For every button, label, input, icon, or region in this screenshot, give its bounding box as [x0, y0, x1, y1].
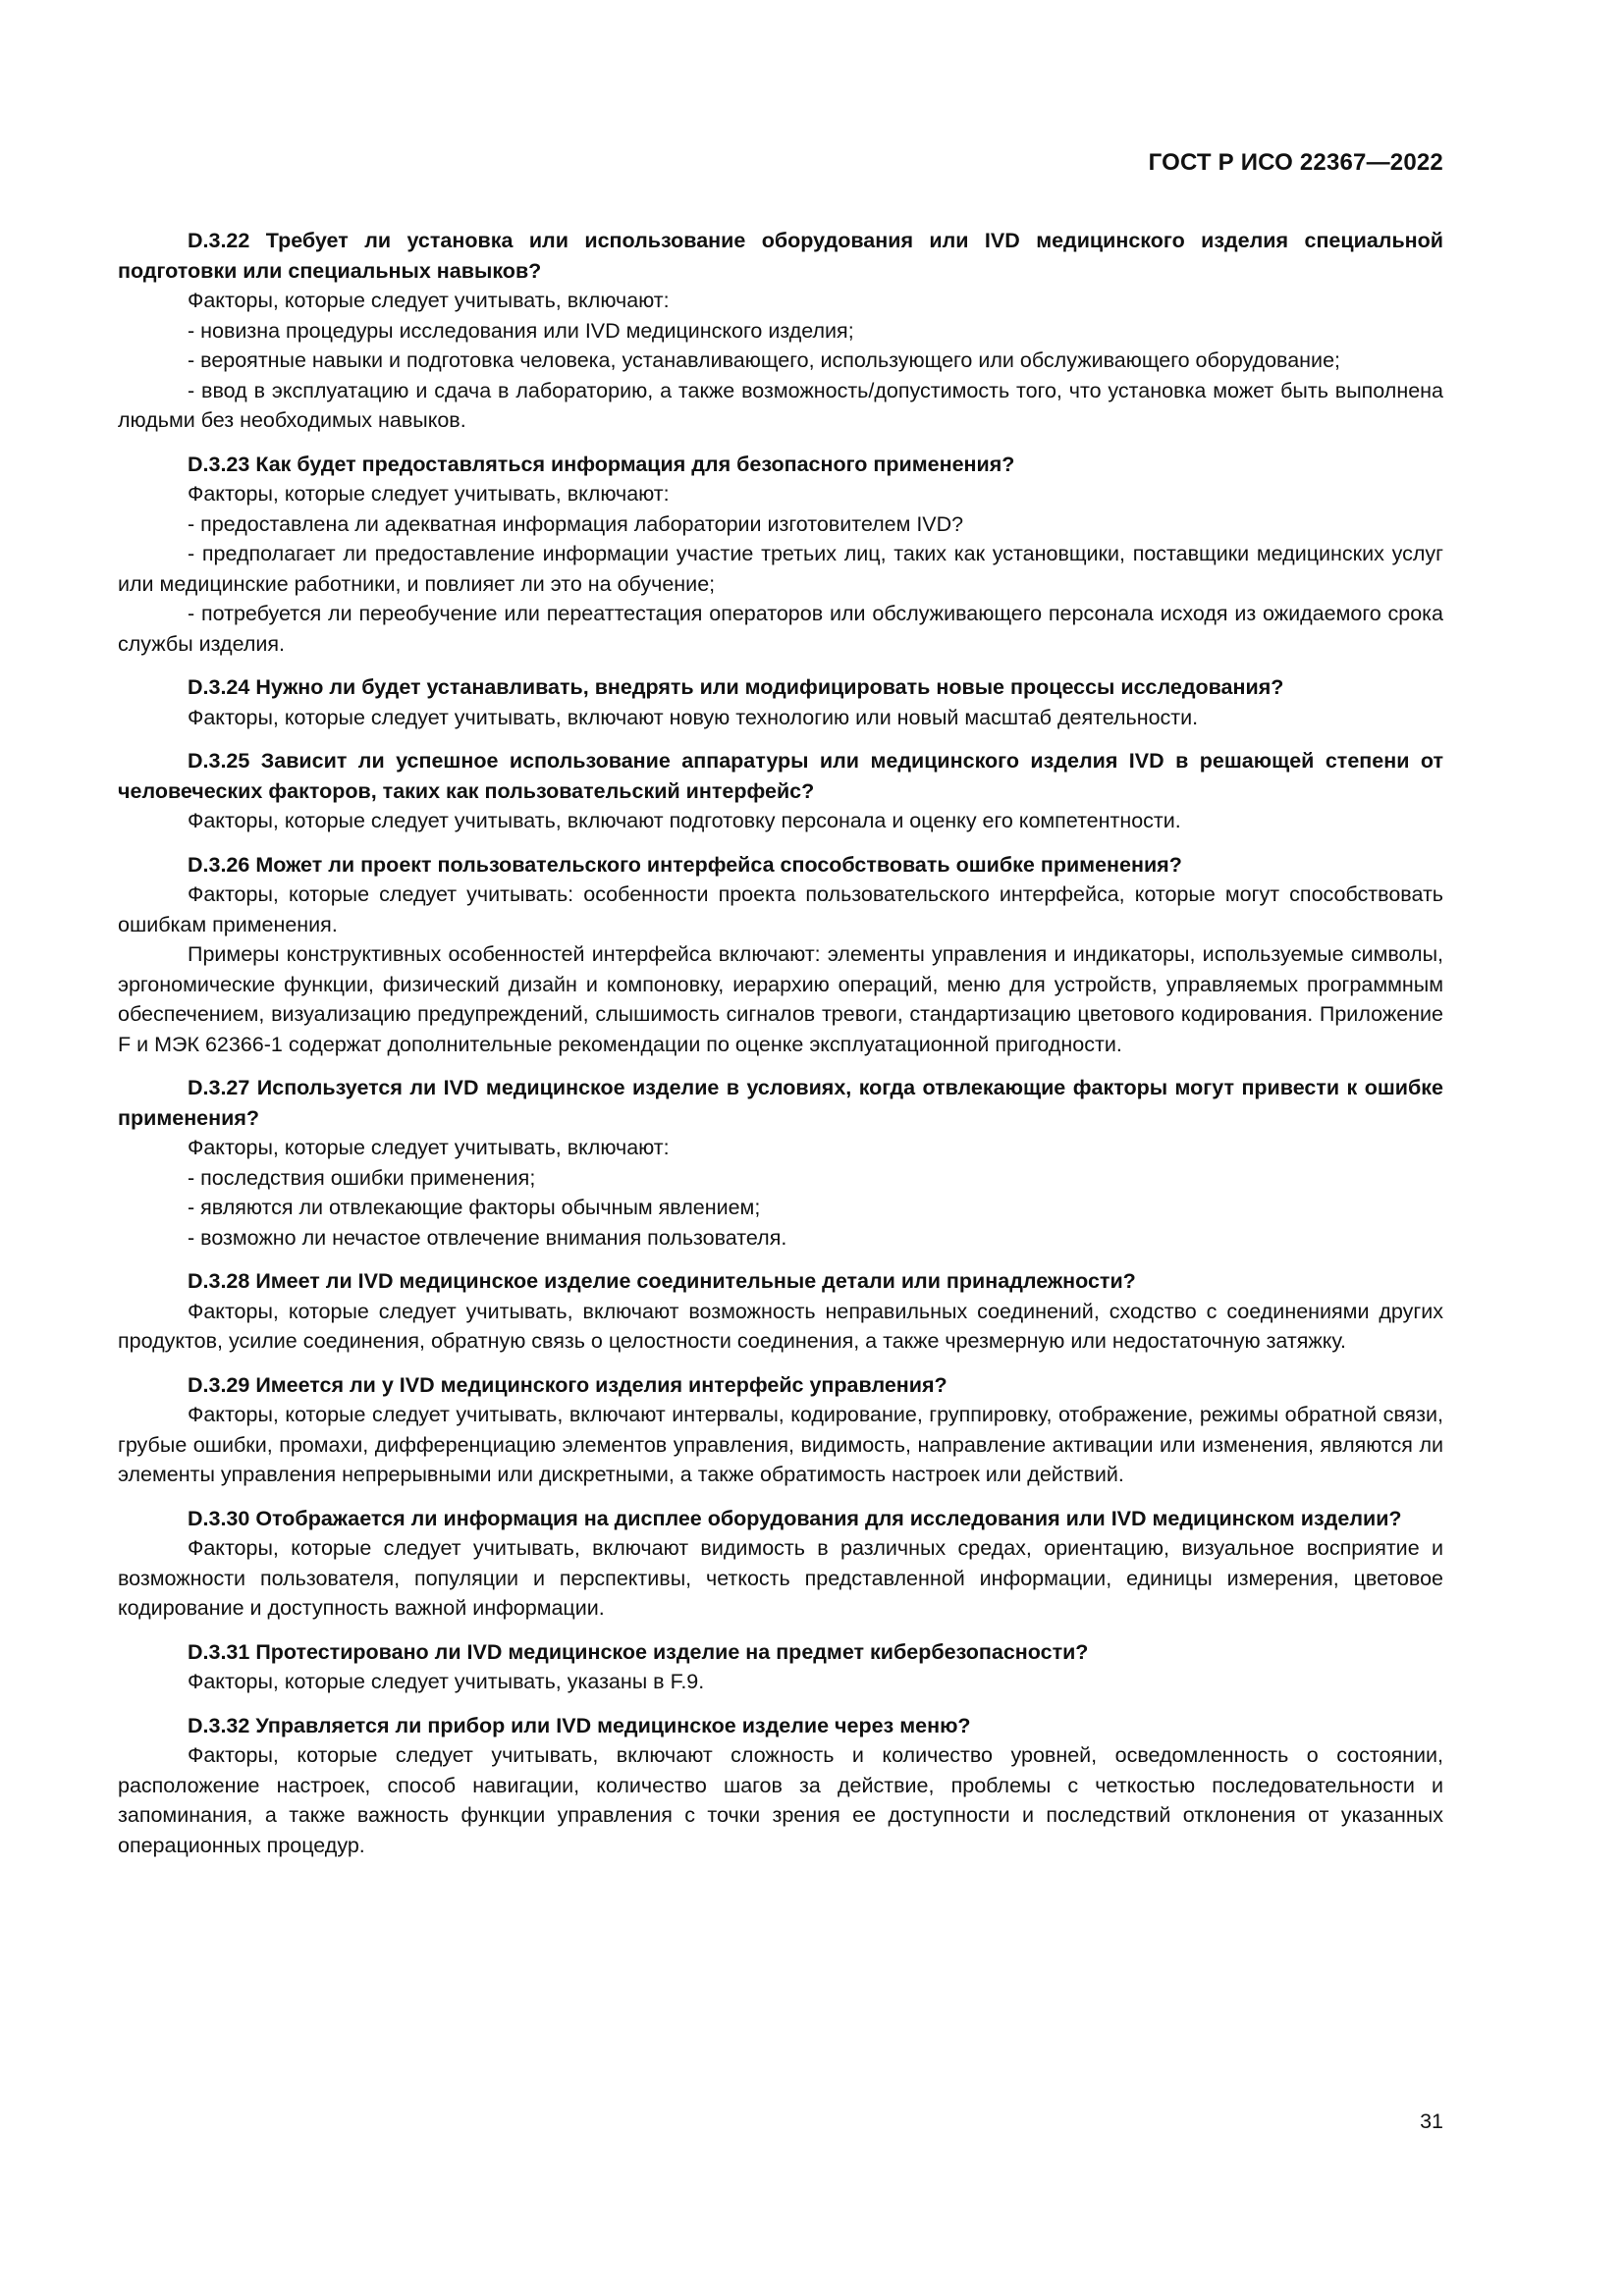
- body-paragraph: Факторы, которые следует учитывать: особенности проекта пользовательского интерфейса, которые могут способствовать ошибкам применения.: [118, 882, 1443, 936]
- clause-section: [118, 746, 1443, 836]
- body-paragraph: Факторы, которые следует учитывать, включают видимость в различных средах, ориентацию, визуальное восприятие и возможности пользователя, популяции и перспективы, четкость представленной информации, единицы измерения, цветовое кодирование и доступность важной информации.: [118, 1536, 1443, 1620]
- clause-question: D.3.28 Имеет ли IVD медицинское изделие соединительные детали или принадлежности?: [188, 1269, 1136, 1293]
- body-paragraph: Примеры конструктивных особенностей интерфейса включают: элементы управления и индикаторы, используемые символы, эргономические функции, физический дизайн и компоновку, иерархию операций, меню для устройств, управляемых программным обеспечением, визуализацию предупреждений, слышимость сигналов тревоги, стандартизацию цветового кодирования. Приложение F и МЭК 62366-1 содержат дополнительные рекомендации по оценке эксплуатационной пригодности.: [118, 942, 1443, 1056]
- clause-section: [118, 850, 1443, 1060]
- standard-header: ГОСТ Р ИСО 22367—2022: [1148, 149, 1443, 176]
- clause-section: [118, 1370, 1443, 1490]
- body-paragraph: Факторы, которые следует учитывать, включают:: [188, 482, 670, 506]
- list-item: - последствия ошибки применения;: [188, 1165, 536, 1190]
- clause-question: D.3.32 Управляется ли прибор или IVD медицинское изделие через меню?: [188, 1713, 971, 1737]
- body-paragraph: Факторы, которые следует учитывать, включают интервалы, кодирование, группировку, отображение, режимы обратной связи, грубые ошибки, промахи, дифференциацию элементов управления, видимость, направление активации или изменения, являются ли элементы управления непрерывными или дискретными, а также обратимость настроек или действий.: [118, 1403, 1443, 1486]
- clause-section: [118, 226, 1443, 436]
- document-body: [118, 226, 1443, 1874]
- clause-question: D.3.27 Используется ли IVD медицинское изделие в условиях, когда отвлекающие факторы могут привести к ошибке применения?: [118, 1076, 1443, 1130]
- list-item: - являются ли отвлекающие факторы обычным явлением;: [188, 1196, 761, 1219]
- body-paragraph: Факторы, которые следует учитывать, включают подготовку персонала и оценку его компетентности.: [188, 809, 1181, 832]
- clause-question: D.3.22 Требует ли установка или использование оборудования или IVD медицинского изделия специальной подготовки или специальных навыков?: [118, 229, 1443, 283]
- clause-question: D.3.31 Протестировано ли IVD медицинское изделие на предмет кибербезопасности?: [188, 1639, 1089, 1664]
- list-item: - предполагает ли предоставление информации участие третьих лиц, таких как установщики, поставщики медицинских услуг или медицинские работники, и повлияет ли это на обучение;: [118, 542, 1443, 596]
- list-item: - возможно ли нечастое отвлечение внимания пользователя.: [188, 1225, 787, 1250]
- clause-section: [118, 672, 1443, 732]
- body-paragraph: Факторы, которые следует учитывать, включают:: [188, 289, 670, 312]
- list-item: - ввод в эксплуатацию и сдача в лабораторию, а также возможность/допустимость того, что установка может быть выполнена людьми без необходимых навыков.: [118, 378, 1443, 432]
- clause-question: D.3.25 Зависит ли успешное использование аппаратуры или медицинского изделия IVD в решающей степени от человеческих факторов, таких как пользовательский интерфейс?: [118, 749, 1443, 803]
- clause-question: D.3.24 Нужно ли будет устанавливать, внедрять или модифицировать новые процессы исследования?: [188, 675, 1284, 699]
- list-item: - вероятные навыки и подготовка человека, устанавливающего, использующего или обслуживающего оборудование;: [188, 348, 1340, 372]
- clause-question: D.3.30 Отображается ли информация на дисплее оборудования для исследования или IVD медицинском изделии?: [188, 1506, 1402, 1530]
- body-paragraph: Факторы, которые следует учитывать, включают сложность и количество уровней, осведомленность о состоянии, расположение настроек, способ навигации, количество шагов за действие, проблемы с четкостью последовательности и запоминания, а также важность функции управления с точки зрения ее доступности и последствий отклонения от указанных операционных процедур.: [118, 1743, 1443, 1857]
- body-paragraph: Факторы, которые следует учитывать, указаны в F.9.: [188, 1670, 705, 1693]
- body-paragraph: Факторы, которые следует учитывать, включают возможность неправильных соединений, сходство с соединениями других продуктов, усилие соединения, обратную связь о целостности соединения, а также чрезмерную или недостаточную затяжку.: [118, 1299, 1443, 1353]
- clause-section: [118, 1073, 1443, 1253]
- clause-section: [118, 1711, 1443, 1861]
- page-number: 31: [1420, 2109, 1443, 2133]
- clause-section: [118, 1266, 1443, 1357]
- body-paragraph: Факторы, которые следует учитывать, включают:: [188, 1136, 670, 1159]
- list-item: - потребуется ли переобучение или переаттестация операторов или обслуживающего персонала исходя из ожидаемого срока службы изделия.: [118, 602, 1443, 656]
- clause-question: D.3.26 Может ли проект пользовательского интерфейса способствовать ошибке применения?: [188, 852, 1182, 877]
- clause-section: [118, 450, 1443, 660]
- list-item: - новизна процедуры исследования или IVD медицинского изделия;: [188, 318, 854, 343]
- clause-question: D.3.23 Как будет предоставляться информация для безопасного применения?: [188, 452, 1015, 476]
- body-paragraph: Факторы, которые следует учитывать, включают новую технологию или новый масштаб деятельности.: [188, 705, 1199, 729]
- clause-section: [118, 1504, 1443, 1624]
- clause-question: D.3.29 Имеется ли у IVD медицинского изделия интерфейс управления?: [188, 1372, 947, 1397]
- clause-section: [118, 1637, 1443, 1697]
- list-item: - предоставлена ли адекватная информация лаборатории изготовителем IVD?: [188, 511, 964, 536]
